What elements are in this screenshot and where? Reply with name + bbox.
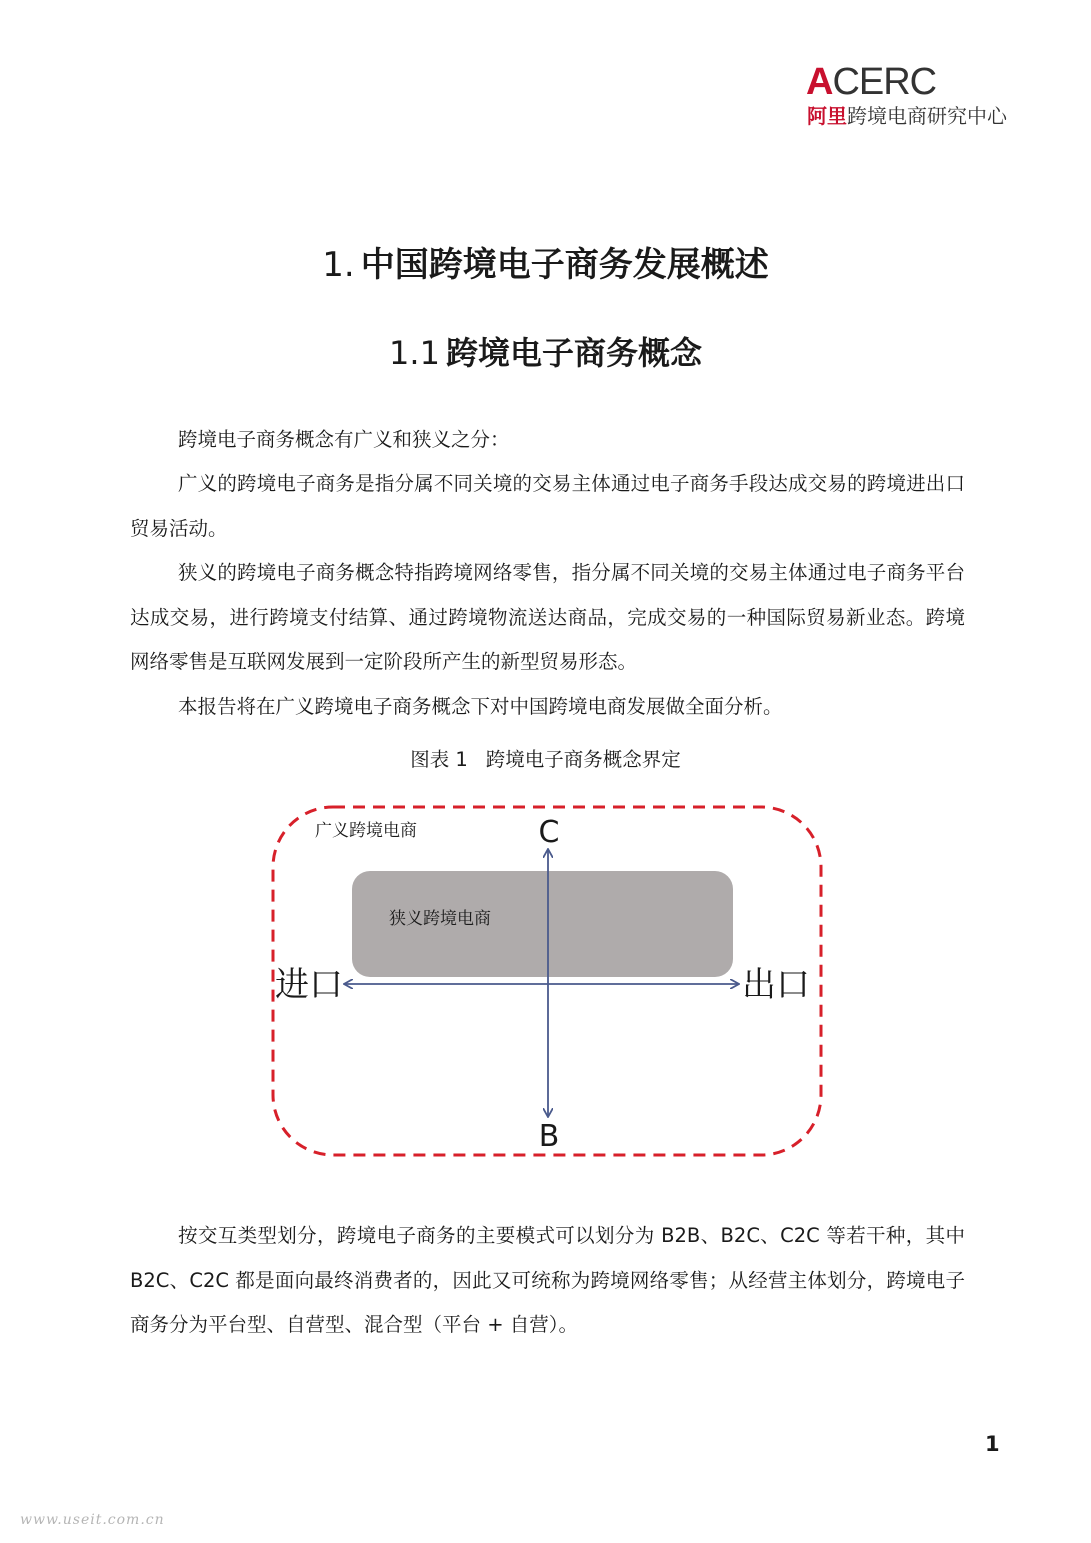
concept-diagram [265, 800, 830, 1162]
acerc-logo [806, 62, 1036, 132]
section-heading [0, 331, 1091, 375]
figure-caption [0, 745, 1091, 775]
section-number: 1.1 [389, 334, 440, 372]
logo-subtitle: 跨境电商研究中心 [847, 104, 1007, 128]
page-number: 1 [985, 1432, 1000, 1456]
watermark: www.useit.com.cn [20, 1512, 165, 1528]
section-title: 跨境电子商务概念 [445, 334, 702, 372]
axis-label-left: 进口 [275, 965, 343, 1005]
logo-wordmark [806, 62, 936, 102]
logo-letter-a: A [806, 61, 833, 103]
chapter-heading [0, 243, 1091, 287]
axis-label-right: 出口 [742, 965, 810, 1005]
paragraph-broad-definition: 广义的跨境电子商务是指分属不同关境的交易主体通过电子商务手段达成交易的跨境进出口贸易活动。 [130, 472, 965, 540]
figure-caption-title: 跨境电子商务概念界定 [485, 748, 681, 771]
chapter-number: 1. [322, 245, 355, 285]
logo-subtitle-line [807, 104, 1007, 128]
narrow-scope-label: 狭义跨境电商 [389, 909, 491, 929]
paragraph-intro: 跨境电子商务概念有广义和狭义之分： [178, 428, 510, 451]
axis-label-top: C [538, 815, 560, 850]
broad-scope-label: 广义跨境电商 [315, 821, 417, 841]
paragraph-business-models: 按交互类型划分，跨境电子商务的主要模式可以划分为 B2B、B2C、C2C 等若干种，其中B2C、C2C 都是面向最终消费者的，因此又可统称为跨境网络零售；从经营主体划分，跨境电子商务分为平台型、自营型、混合型（平台 + 自营）。 [130, 1224, 965, 1336]
broad-scope-boundary [273, 807, 821, 1155]
axis-label-bottom: B [538, 1119, 560, 1154]
figure-caption-label: 图表 1 [410, 748, 468, 771]
logo-letters-cerc: CERC [832, 61, 937, 103]
paragraph-report-scope: 本报告将在广义跨境电子商务概念下对中国跨境电商发展做全面分析。 [178, 695, 783, 718]
logo-ali: 阿里 [807, 104, 847, 128]
chapter-title: 中国跨境电子商务发展概述 [360, 245, 769, 285]
paragraph-narrow-definition: 狭义的跨境电子商务概念特指跨境网络零售，指分属不同关境的交易主体通过电子商务平台达成交易，进行跨境支付结算、通过跨境物流送达商品，完成交易的一种国际贸易新业态。跨境网络零售是互联网发展到一定阶段所产生的新型贸易形态。 [130, 561, 965, 673]
